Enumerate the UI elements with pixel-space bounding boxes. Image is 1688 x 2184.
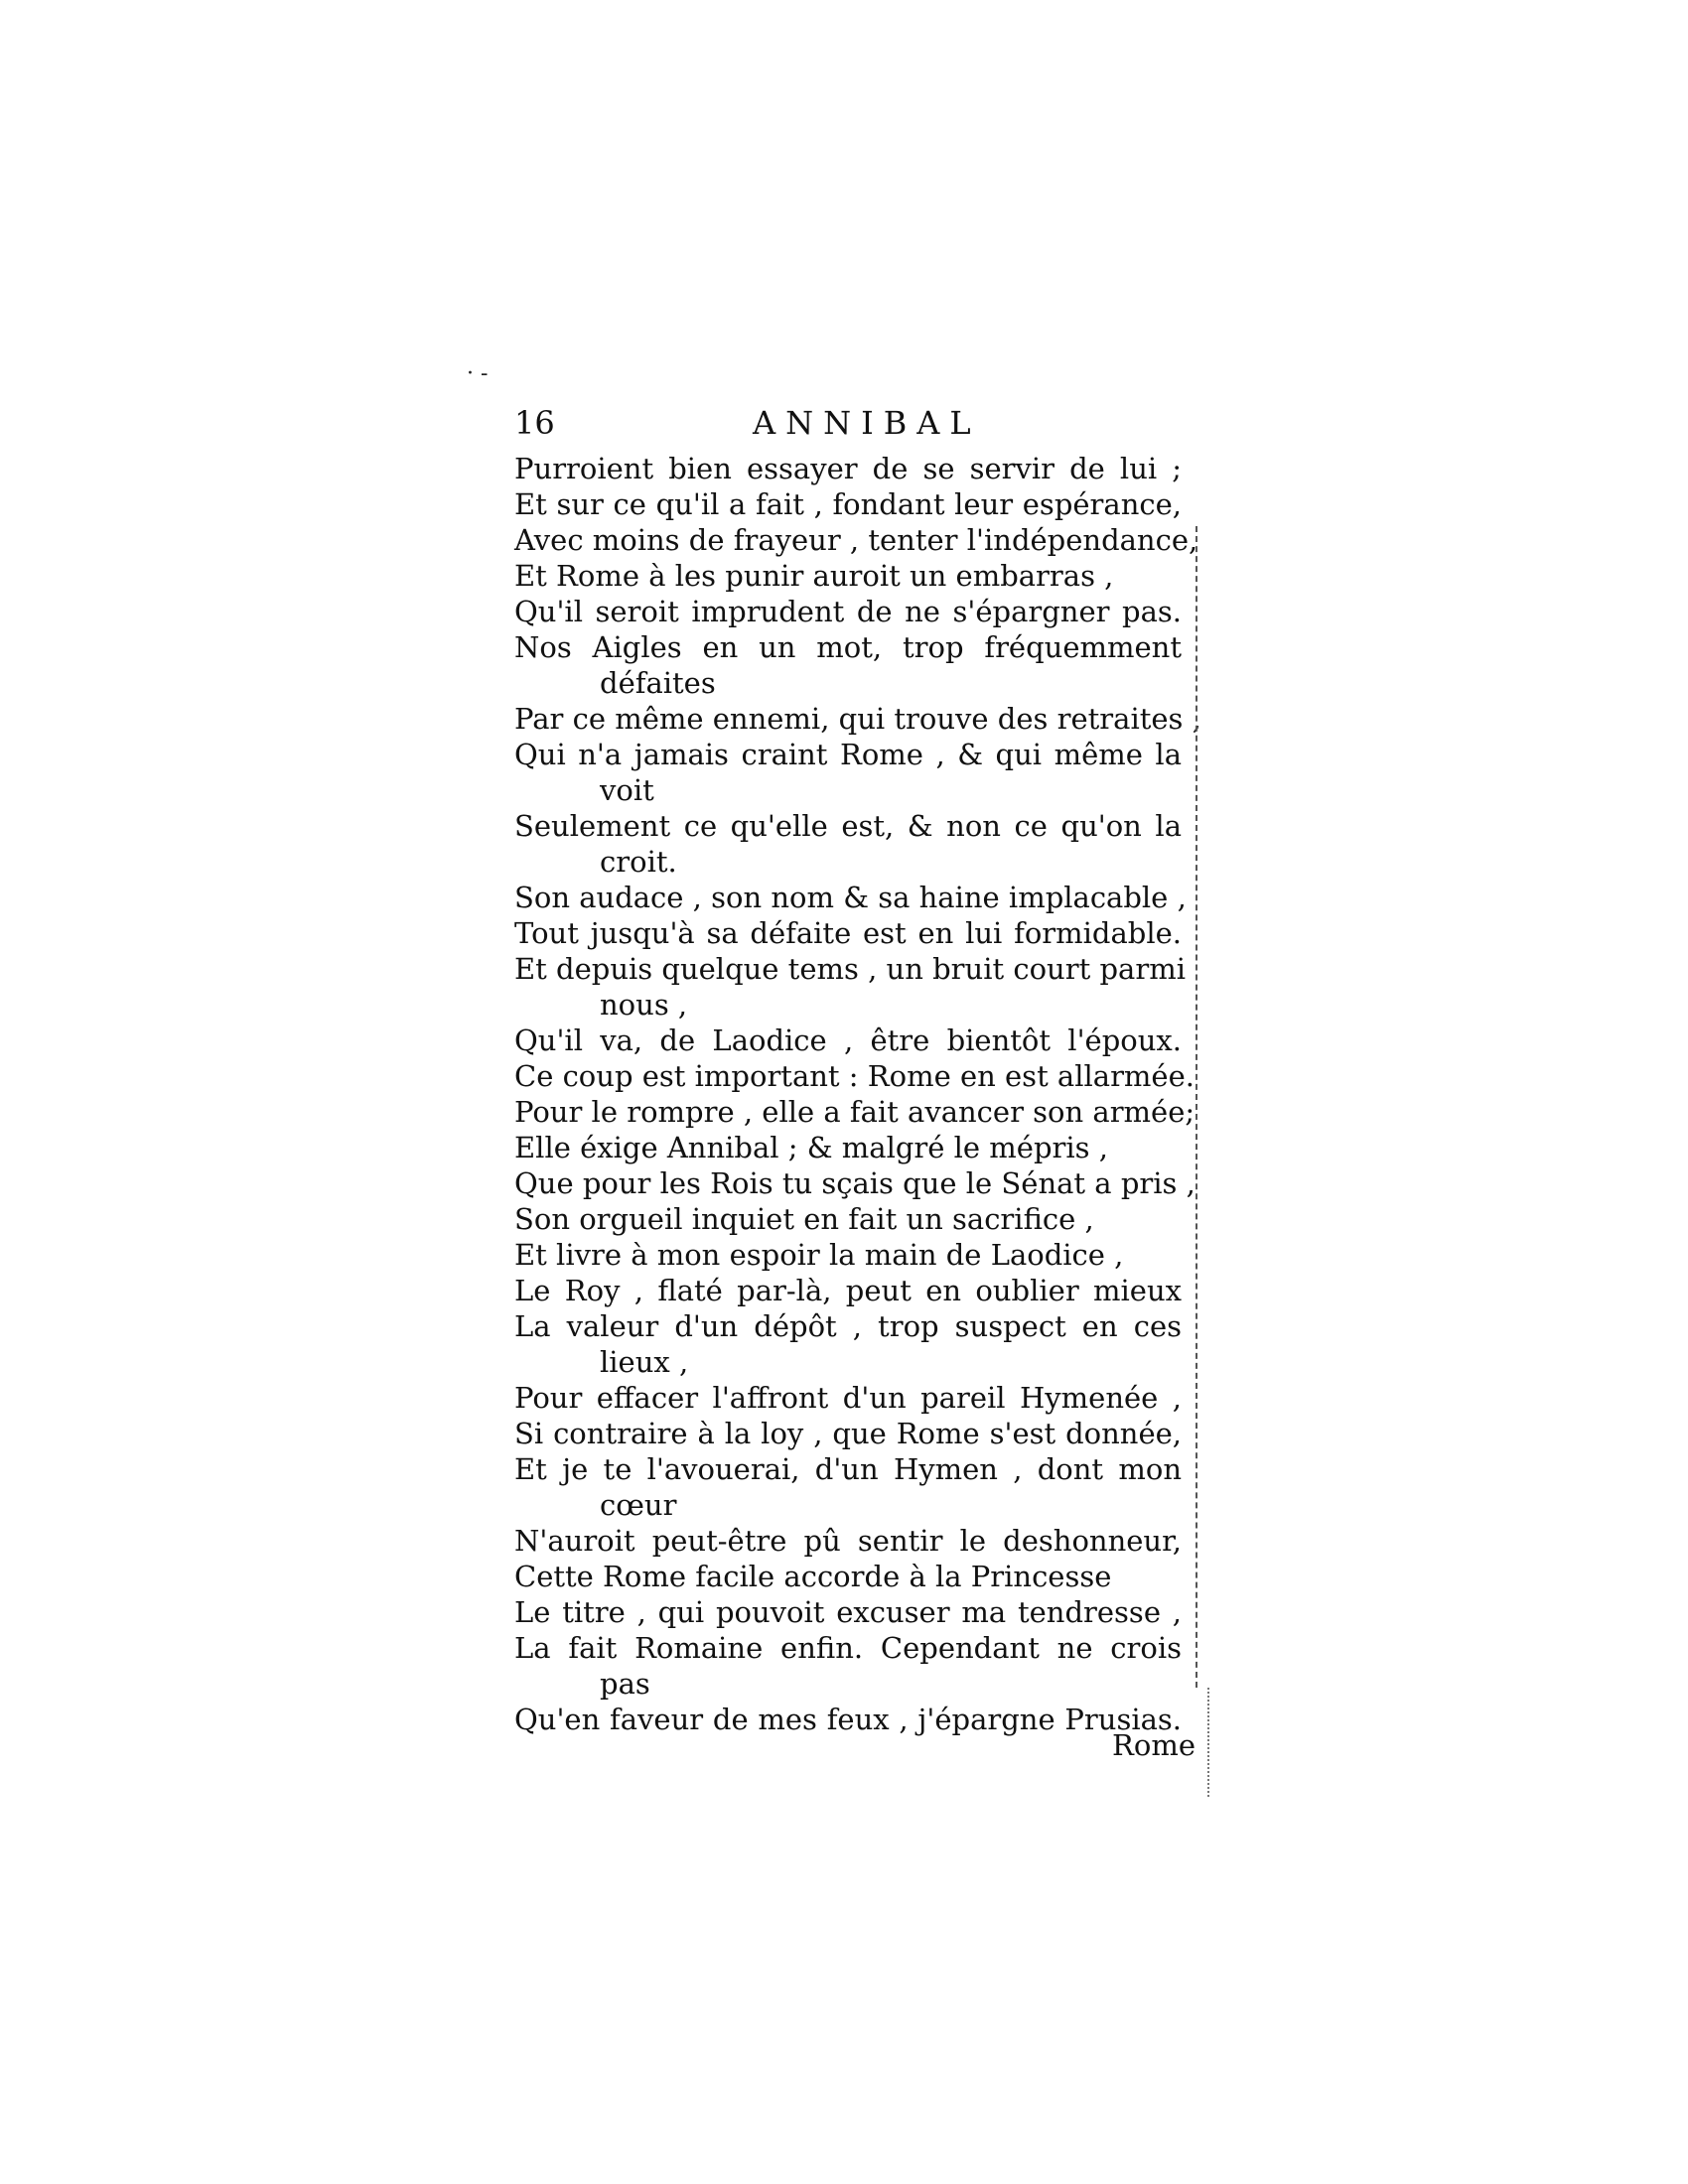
verse-line: Et sur ce qu'il a fait , fondant leur espérance, bbox=[514, 487, 1182, 521]
verse-line: N'auroit peut-être pû sentir le deshonneur, bbox=[514, 1524, 1182, 1558]
verse-line: Elle éxige Annibal ; & malgré le mépris , bbox=[514, 1131, 1108, 1164]
verse-line: Le Roy , flaté par-là, peut en oublier mieux bbox=[514, 1274, 1182, 1307]
verse-line: Si contraire à la loy , que Rome s'est donnée, bbox=[514, 1417, 1182, 1450]
verse-line: La valeur d'un dépôt , trop suspect en ces bbox=[514, 1309, 1182, 1343]
verse-line: Nos Aigles en un mot, trop fréquemment bbox=[514, 630, 1182, 664]
verse-line: Tout jusqu'à sa défaite est en lui formidable. bbox=[514, 916, 1182, 950]
verse-line-continuation: cœur bbox=[600, 1488, 677, 1522]
verse-line: Et je te l'avouerai, d'un Hymen , dont mon bbox=[514, 1452, 1182, 1486]
verse-line: Ce coup est important : Rome en est allarmée. bbox=[514, 1059, 1195, 1093]
running-title: ANNIBAL bbox=[753, 404, 981, 442]
page-number: 16 bbox=[514, 404, 555, 442]
verse-line-continuation: nous , bbox=[600, 988, 688, 1022]
verse-line: Par ce même ennemi, qui trouve des retraites , bbox=[514, 702, 1201, 736]
verse-line: Son orgueil inquiet en fait un sacrifice , bbox=[514, 1202, 1094, 1236]
verse-line: Qu'il va, de Laodice , être bientôt l'époux. bbox=[514, 1024, 1182, 1057]
verse-line-continuation: pas bbox=[600, 1667, 650, 1701]
verse-line: La fait Romaine enfin. Cependant ne crois bbox=[514, 1631, 1182, 1665]
verse-line-continuation: voit bbox=[600, 773, 654, 807]
verse-line: Qu'en faveur de mes feux , j'épargne Prusias. bbox=[514, 1703, 1182, 1736]
page-header bbox=[514, 401, 1184, 445]
verse-line-continuation: défaites bbox=[600, 666, 716, 700]
verse-line: Que pour les Rois tu sçais que le Sénat a pris , bbox=[514, 1166, 1196, 1200]
margin-rule bbox=[1196, 526, 1197, 1688]
verse-line-continuation: lieux , bbox=[600, 1345, 689, 1379]
stray-ink-mark: · - bbox=[467, 361, 489, 386]
verse-line: Qu'il seroit imprudent de ne s'épargner pas. bbox=[514, 595, 1182, 628]
verse-line: Qui n'a jamais craint Rome , & qui même la bbox=[514, 738, 1182, 771]
verse-line-continuation: croit. bbox=[600, 845, 677, 879]
verse-line: Son audace , son nom & sa haine implacable , bbox=[514, 881, 1187, 914]
verse-line: Avec moins de frayeur , tenter l'indépendance, bbox=[514, 523, 1198, 557]
verse-line: Seulement ce qu'elle est, & non ce qu'on la bbox=[514, 809, 1182, 843]
verse-line: Et depuis quelque tems , un bruit court parmi bbox=[514, 952, 1186, 986]
verse-line: Et Rome à les punir auroit un embarras , bbox=[514, 559, 1114, 593]
verse-block bbox=[514, 451, 1201, 1737]
verse-line: Cette Rome facile accorde à la Princesse bbox=[514, 1560, 1112, 1593]
verse-line: Pour effacer l'affront d'un pareil Hymenée , bbox=[514, 1381, 1182, 1415]
verse-line: Et livre à mon espoir la main de Laodice , bbox=[514, 1238, 1124, 1272]
catchword: Rome bbox=[1112, 1728, 1196, 1762]
verse-line: Purroient bien essayer de se servir de lui ; bbox=[514, 452, 1182, 485]
verse-line: Pour le rompre , elle a fait avancer son armée; bbox=[514, 1095, 1196, 1129]
margin-rule-lower bbox=[1207, 1688, 1209, 1797]
verse-line: Le titre , qui pouvoit excuser ma tendresse , bbox=[514, 1595, 1182, 1629]
